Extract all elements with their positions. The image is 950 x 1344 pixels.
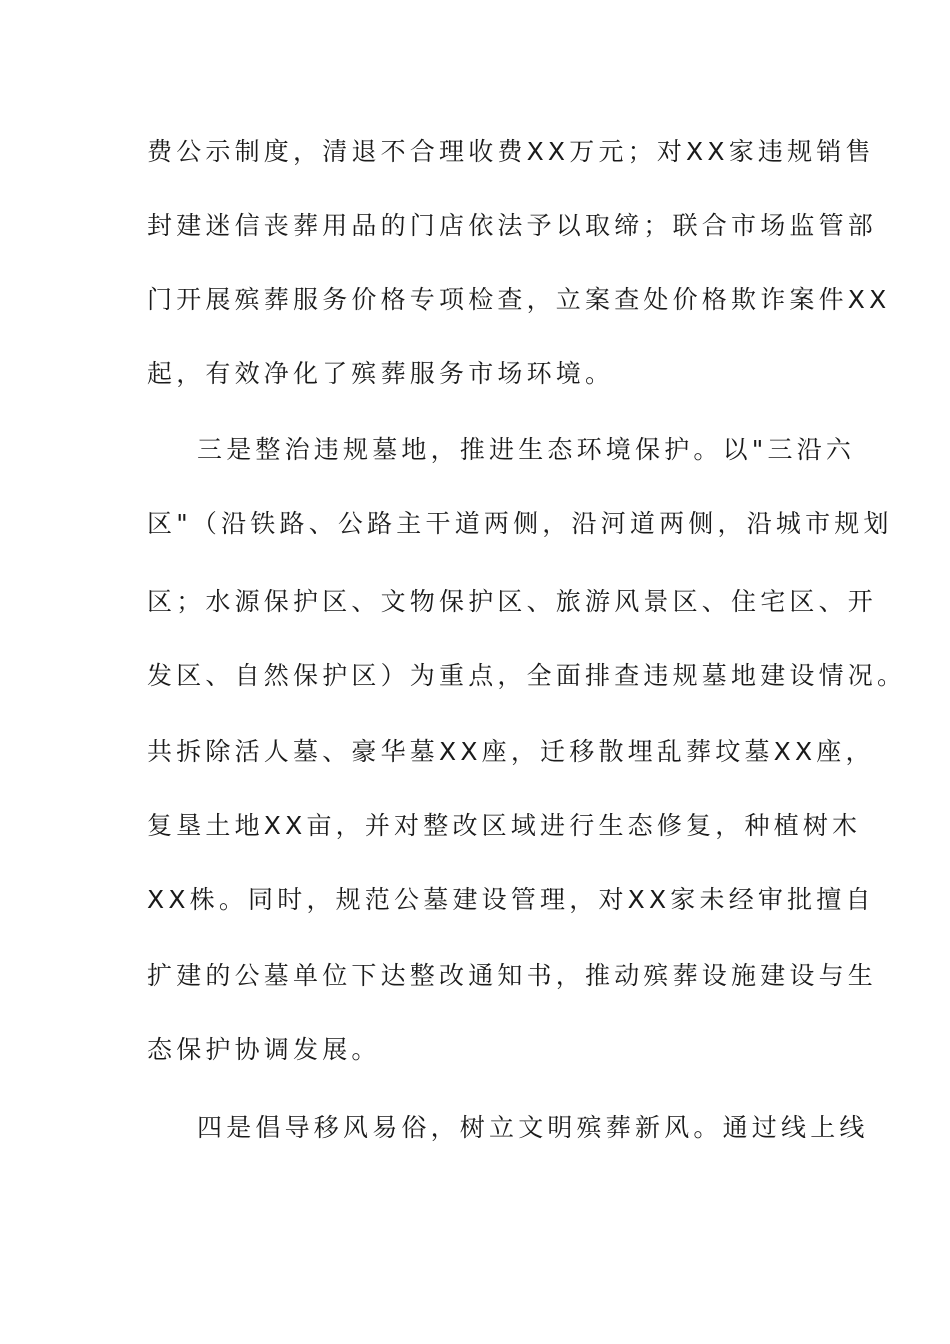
paragraph-line-9: 共拆除活人墓、豪华墓XX座，迁移散埋乱葬坟墓XX座， <box>147 737 875 766</box>
paragraph-line-1: 费公示制度，清退不合理收费XX万元；对XX家违规销售 <box>147 137 875 166</box>
paragraph-line-10: 复垦土地XX亩，并对整改区域进行生态修复，种植树木 <box>147 811 862 840</box>
paragraph-line-5: 三是整治违规墓地，推进生态环境保护。以"三沿六 <box>197 435 856 464</box>
paragraph-line-8: 发区、自然保护区）为重点，全面排查违规墓地建设情况。 <box>147 661 907 690</box>
paragraph-line-14: 四是倡导移风易俗，树立文明殡葬新风。通过线上线 <box>197 1113 869 1142</box>
paragraph-line-6: 区"（沿铁路、公路主干道两侧，沿河道两侧，沿城市规划 <box>147 509 893 538</box>
paragraph-line-7: 区；水源保护区、文物保护区、旅游风景区、住宅区、开 <box>147 587 878 616</box>
paragraph-line-13: 态保护协调发展。 <box>147 1035 381 1064</box>
paragraph-line-11: XX株。同时，规范公墓建设管理，对XX家未经审批擅自 <box>147 885 875 914</box>
paragraph-line-12: 扩建的公墓单位下达整改通知书，推动殡葬设施建设与生 <box>147 961 878 990</box>
paragraph-line-2: 封建迷信丧葬用品的门店依法予以取缔；联合市场监管部 <box>147 211 878 240</box>
paragraph-line-4: 起，有效净化了殡葬服务市场环境。 <box>147 359 615 388</box>
paragraph-line-3: 门开展殡葬服务价格专项检查，立案查处价格欺诈案件XX <box>147 285 891 314</box>
